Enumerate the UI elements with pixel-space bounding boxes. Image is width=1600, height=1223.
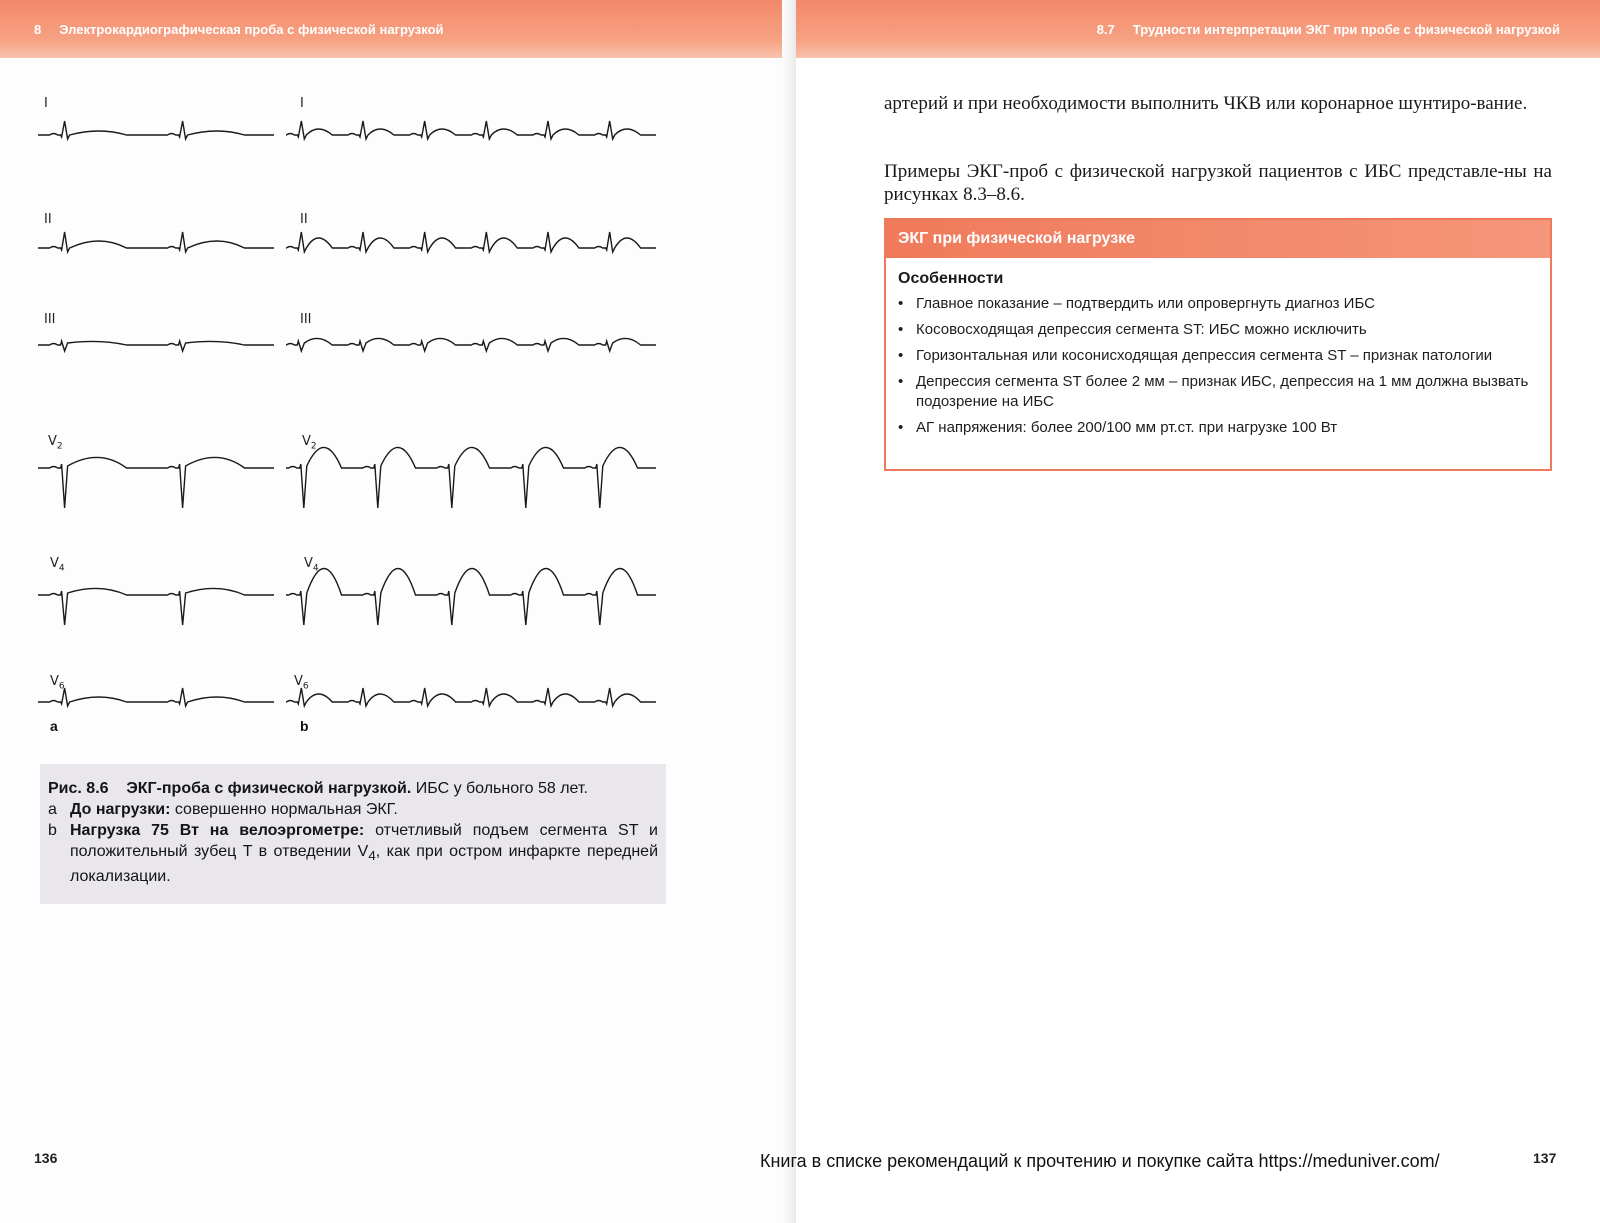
lead-label-b-V4: $V_4$: [304, 556, 319, 574]
lead-label-a-V4: $V_4$: [50, 556, 65, 574]
caption-item-a-text: совершенно нормальная ЭКГ.: [170, 801, 398, 818]
lead-label-a-V6: $V_6$: [50, 674, 65, 692]
lead-label-b-II: II: [300, 212, 308, 227]
ecg-trace-a-V2: [38, 457, 274, 508]
list-item: • Главное показание – подтвердить или опровергнуть диагноз ИБС: [898, 294, 1532, 314]
lead-label-a-V2: $V_2$: [48, 434, 63, 452]
lead-label-a-II: II: [44, 212, 52, 227]
caption-item-b-bold: Нагрузка 75 Вт на велоэргометре:: [70, 822, 365, 839]
caption-item-a: [48, 799, 658, 820]
ecg-trace-a-III: [38, 341, 274, 351]
caption-item-b-text-2: , как при остром инфаркте передней локализации.: [70, 843, 658, 886]
panel-label-a: a: [50, 718, 58, 734]
lead-label-a-III: III: [44, 312, 56, 327]
caption-item-a-bold: До нагрузки:: [70, 801, 171, 818]
footer-note: Книга в списке рекомендаций к прочтению и покупке сайта https://meduniver.com/: [760, 1151, 1440, 1171]
ecg-trace-b-II: [286, 232, 656, 252]
caption-marker-b: b: [48, 822, 57, 839]
right-page-number: 137: [1533, 1150, 1557, 1166]
ecg-traces: [30, 90, 670, 750]
ecg-trace-a-I: [38, 121, 274, 139]
section-number: 8.7: [1096, 21, 1115, 37]
paragraph-examples: Примеры ЭКГ-проб с физической нагрузкой пациентов с ИБС представле-ны на рисунках 8.3–8.6.: [884, 161, 1552, 205]
caption-item-b-text-1: отчетливый подъем сегмента ST и положительный зубец T в отведении V: [70, 822, 658, 860]
paragraph-continuation: артерий и при необходимости выполнить ЧКВ или коронарное шунтиро-вание.: [884, 93, 1528, 114]
chapter-title: Электрокардиографическая проба с физической нагрузкой: [59, 21, 444, 37]
left-running-head: [0, 0, 796, 58]
ecg-trace-a-II: [38, 232, 274, 252]
ecg-trace-b-III: [286, 338, 656, 351]
caption-item-b-sub: 4: [368, 848, 376, 864]
caption-title: [48, 778, 658, 799]
left-page-number: 136: [34, 1150, 58, 1166]
figure-caption: [40, 764, 666, 904]
caption-fig-label: Рис. 8.6: [48, 780, 109, 797]
ecg-trace-b-V4: [286, 568, 656, 625]
ecg-trace-b-V6: [286, 688, 656, 706]
lead-label-b-III: III: [300, 312, 312, 327]
list-item: • АГ напряжения: более 200/100 мм рт.ст. при нагрузке 100 Вт: [898, 418, 1532, 438]
list-item: • Горизонтальная или косонисходящая депрессия сегмента ST – признак патологии: [898, 346, 1532, 366]
section-title: Трудности интерпретации ЭКГ при пробе с физической нагрузкой: [1132, 21, 1560, 37]
caption-title-rest: ИБС у больного 58 лет.: [411, 780, 588, 797]
list-item: • Депрессия сегмента ST более 2 мм – признак ИБС, депрессия на 1 мм должна вызвать подозрение на ИБС: [898, 372, 1532, 412]
ecg-figure: [30, 90, 670, 750]
ecg-trace-a-V6: [38, 688, 274, 706]
right-running-head: [796, 0, 1600, 58]
panel-label-b: b: [300, 718, 309, 734]
chapter-number: 8: [34, 21, 42, 37]
ecg-trace-b-V2: [286, 447, 656, 508]
infobox-list: [886, 294, 1550, 438]
lead-label-b-I: I: [300, 96, 304, 111]
lead-label-b-V2: $V_2$: [302, 434, 317, 452]
lead-label-b-V6: $V_6$: [294, 674, 309, 692]
ecg-trace-b-I: [286, 121, 656, 139]
infobox: [884, 218, 1552, 471]
infobox-subheader: Особенности: [898, 270, 1004, 287]
infobox-header: ЭКГ при физической нагрузке: [886, 220, 1550, 258]
list-item: • Косовосходящая депрессия сегмента ST: ИБС можно исключить: [898, 320, 1532, 340]
caption-marker-a: a: [48, 801, 57, 818]
ecg-trace-a-V4: [38, 588, 274, 625]
caption-title-bold: ЭКГ-проба с физической нагрузкой.: [126, 780, 412, 797]
lead-label-a-I: I: [44, 96, 48, 111]
caption-item-b: [48, 820, 658, 887]
